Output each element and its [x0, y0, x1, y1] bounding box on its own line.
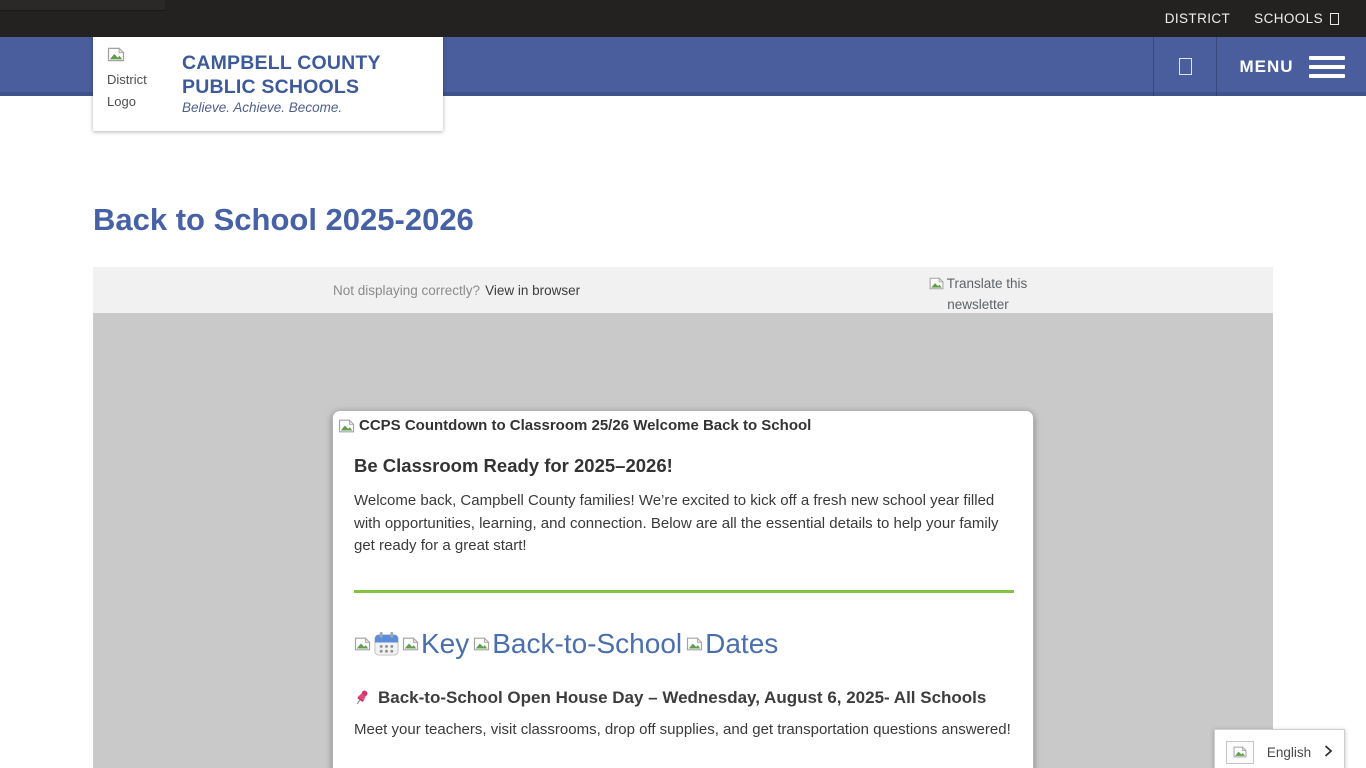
schools-link-label: SCHOOLS: [1254, 11, 1323, 26]
district-name-line1: CAMPBELL COUNTY: [182, 52, 381, 74]
broken-image-icon: [354, 637, 371, 651]
view-in-browser-link[interactable]: View in browser: [485, 282, 581, 298]
dates-word-dates: Dates: [705, 627, 779, 659]
hamburger-icon: [1309, 56, 1345, 78]
current-language-label: English: [1266, 744, 1312, 760]
newsletter-toolbar: [93, 267, 1273, 313]
district-tagline: Believe. Achieve. Become.: [182, 100, 343, 115]
district-logo-broken-image: [107, 47, 167, 113]
broken-image-icon: [107, 47, 125, 62]
translate-link-label: Translate this newsletter: [946, 276, 1028, 312]
menu-button[interactable]: [1218, 37, 1366, 96]
district-name: [182, 51, 381, 99]
newsletter-card: [332, 410, 1034, 768]
newsletter-body: [333, 455, 1033, 741]
menu-label: MENU: [1239, 56, 1294, 76]
topbar-links: [1165, 0, 1366, 37]
broken-image-icon: [929, 277, 944, 290]
district-link-label: DISTRICT: [1164, 11, 1231, 26]
district-name-line2: PUBLIC SCHOOLS: [182, 76, 360, 98]
language-flag-broken-image: [1226, 741, 1254, 764]
pushpin-icon: [354, 689, 370, 706]
search-button[interactable]: [1153, 37, 1217, 96]
display-notice-text: Not displaying correctly?: [333, 282, 481, 298]
skip-link-strip: [0, 0, 165, 11]
district-logo-card[interactable]: [93, 37, 443, 131]
open-house-heading-text: Back-to-School Open House Day – Wednesday, August 6, 2025- All Schools: [378, 687, 987, 707]
schools-dropdown-icon: [1330, 13, 1339, 25]
broken-image-icon: [686, 637, 703, 651]
search-icon: [1179, 58, 1192, 75]
key-dates-heading[interactable]: [354, 628, 1012, 660]
open-house-heading: [354, 686, 994, 709]
district-logo-alt-text: District Logo: [107, 72, 147, 109]
broken-image-icon: [338, 419, 355, 433]
schools-link[interactable]: [1254, 11, 1339, 26]
broken-image-icon: [402, 637, 419, 651]
chevron-right-icon: [1324, 744, 1333, 760]
translate-newsletter-link[interactable]: [915, 273, 1041, 315]
open-house-text: Meet your teachers, visit classrooms, drop off supplies, and get transportation questions answered!: [354, 720, 1011, 738]
district-link[interactable]: [1165, 11, 1230, 26]
ready-heading: Be Classroom Ready for 2025–2026!: [354, 455, 673, 476]
display-notice: [333, 267, 580, 313]
green-divider: [354, 590, 1014, 593]
language-selector[interactable]: [1214, 729, 1345, 768]
intro-paragraph: Welcome back, Campbell County families! We’re excited to kick off a fresh new school year filled with opportunities, learning, and connection. Below are all the essential details to help your family get ready for a great start!: [354, 492, 999, 554]
dates-word-backtoschool: Back-to-School: [492, 627, 683, 659]
dates-word-key: Key: [421, 627, 470, 659]
newsletter-banner-alt-text: CCPS Countdown to Classroom 25/26 Welcome Back to School: [359, 417, 812, 434]
newsletter-banner-broken-image: [333, 411, 1033, 434]
broken-image-icon: [1233, 746, 1247, 758]
top-utility-bar: [0, 0, 1366, 37]
page-title: Back to School 2025-2026: [93, 202, 474, 237]
broken-image-icon: [473, 637, 490, 651]
calendar-icon: [373, 630, 400, 657]
